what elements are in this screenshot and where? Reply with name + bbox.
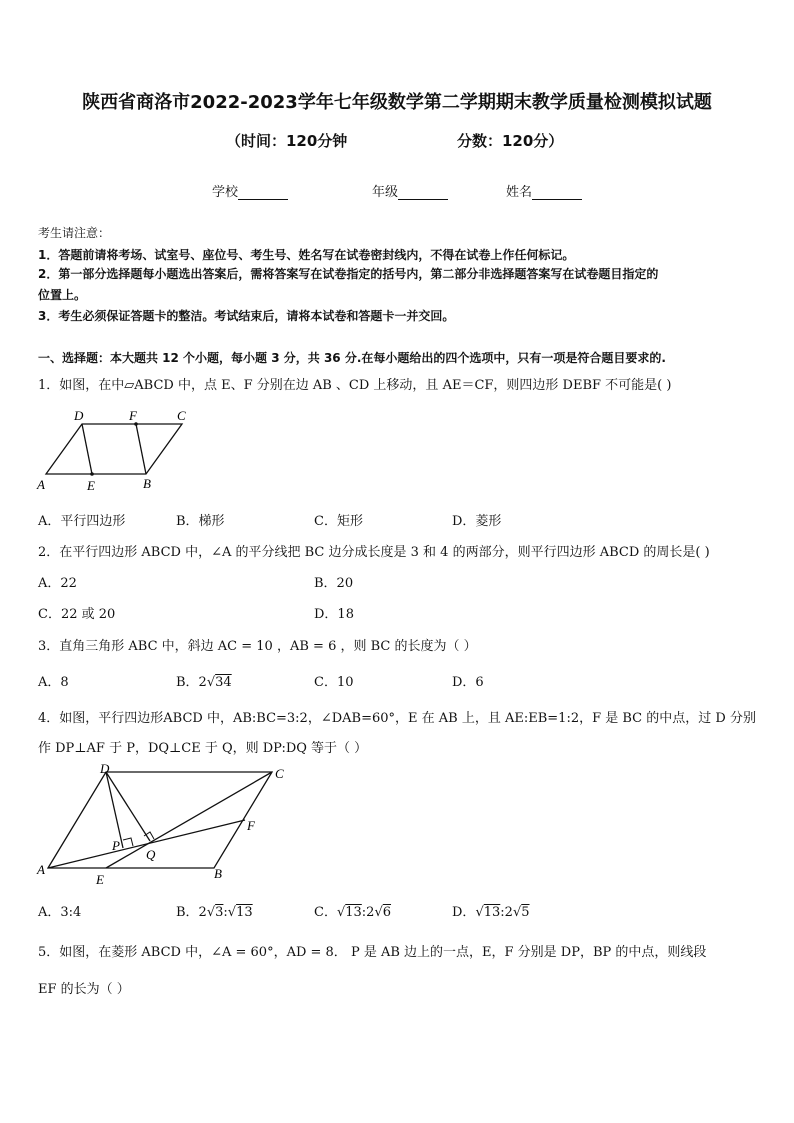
- segment-de: [82, 424, 92, 474]
- label-e: E: [87, 478, 95, 493]
- q3-option-b[interactable]: B．2√34: [176, 675, 232, 690]
- q4-option-d[interactable]: D．√13:2√5: [452, 905, 530, 920]
- q2-option-d[interactable]: D．18: [314, 607, 354, 622]
- label-d: D: [74, 408, 84, 423]
- q4-option-a[interactable]: A．3:4: [38, 905, 82, 920]
- question-3-stem: 3．直角三角形 ABC 中，斜边 AC = 10 ，AB = 6 ，则 BC 的长度为（ ）: [38, 639, 477, 654]
- segment-dq: [106, 772, 150, 841]
- label-a: A: [37, 477, 45, 492]
- section-heading: 一、选择题：本大题共 12 个小题，每小题 3 分，共 36 分.在每小题给出的四个选项中，只有一项是符合题目要求的.: [38, 351, 666, 365]
- notice-item-3: 3．考生必须保证答题卡的整洁。考试结束后，请将本试卷和答题卡一并交回。: [38, 309, 455, 323]
- q4-option-c-sep: :2: [361, 905, 375, 920]
- q2-option-c[interactable]: C．22 或 20: [38, 607, 116, 622]
- label-c: C: [177, 408, 186, 423]
- q4-option-b-rad2: 13: [236, 905, 253, 920]
- name-blank: [532, 187, 582, 200]
- notice-item-2: 2．第一部分选择题每小题选出答案后，需将答案写在试卷指定的括号内，第二部分非选择题答案写在试卷题目指定的: [38, 267, 659, 281]
- label-f: F: [129, 408, 137, 423]
- right-angle-p: [123, 838, 133, 846]
- label-a4: A: [37, 862, 45, 877]
- q3-option-a[interactable]: A．8: [38, 675, 69, 690]
- question-4-figure: [34, 760, 294, 888]
- notice-item-2-cont: 位置上。: [38, 288, 87, 302]
- question-5-stem-line2: EF 的长为（ ）: [38, 982, 130, 997]
- name-field: [506, 181, 582, 200]
- label-b: B: [143, 476, 151, 491]
- q4-option-b-sep: :: [223, 905, 228, 920]
- q1-option-b[interactable]: B．梯形: [176, 514, 225, 529]
- q1-option-a[interactable]: A．平行四边形: [38, 514, 126, 529]
- q4-option-d-label: D．: [452, 905, 476, 920]
- q4-option-c-rad2: 6: [382, 905, 392, 920]
- label-d4: D: [100, 761, 110, 776]
- q4-option-b[interactable]: B．2√3:√13: [176, 905, 253, 920]
- q4-option-d-rad1: 13: [483, 905, 501, 920]
- grade-label: 年级: [372, 185, 399, 200]
- q4-option-b-label: B．2: [176, 905, 207, 920]
- label-q4: Q: [146, 847, 156, 862]
- exam-score: 分数：120分）: [457, 132, 564, 150]
- label-e4: E: [96, 872, 104, 887]
- q3-option-c[interactable]: C．10: [314, 675, 354, 690]
- parallelogram-abcd: [46, 424, 182, 474]
- notice-heading: 考生请注意：: [38, 226, 111, 240]
- q3-option-b-label: B．2: [176, 675, 207, 690]
- q2-option-b[interactable]: B．20: [314, 576, 354, 591]
- q1-option-c[interactable]: C．矩形: [314, 514, 363, 529]
- school-field: [212, 181, 288, 200]
- label-c4: C: [275, 766, 284, 781]
- q4-option-d-sep: :2: [500, 905, 513, 920]
- notice-item-1: 1．答题前请将考场、试室号、座位号、考生号、姓名写在试卷密封线内，不得在试卷上作任何标记。: [38, 248, 575, 262]
- q3-option-b-radicand: 34: [215, 675, 232, 690]
- segment-dp: [106, 772, 123, 848]
- label-p4: P: [112, 838, 120, 853]
- q1-option-d[interactable]: D．菱形: [452, 514, 502, 529]
- grade-field: [372, 181, 448, 200]
- q4-option-c-label: C．: [314, 905, 337, 920]
- question-5-stem-line1: 5．如图，在菱形 ABCD 中，∠A = 60°，AD = 8． P 是 AB 边上的一点，E，F 分别是 DP，BP 的中点，则线段: [38, 945, 707, 960]
- q4-option-c-rad1: 13: [345, 905, 362, 920]
- label-b4: B: [214, 866, 222, 881]
- name-label: 姓名: [506, 185, 533, 200]
- q4-option-d-rad2: 5: [521, 905, 530, 920]
- grade-blank: [398, 187, 448, 200]
- question-4-stem-line2: 作 DP⊥AF 于 P，DQ⊥CE 于 Q，则 DP:DQ 等于（ ）: [38, 741, 368, 756]
- school-blank: [238, 187, 288, 200]
- question-1-stem: 1．如图，在中▱ABCD 中，点 E、F 分别在边 AB 、CD 上移动，且 AE＝CF，则四边形 DEBF 不可能是( ): [38, 378, 672, 393]
- q4-option-c[interactable]: C．√13:2√6: [314, 905, 392, 920]
- q3-option-d[interactable]: D．6: [452, 675, 484, 690]
- question-2-stem: 2．在平行四边形 ABCD 中，∠A 的平分线把 BC 边分成长度是 3 和 4 的两部分，则平行四边形 ABCD 的周长是( ): [38, 545, 710, 560]
- page-title: 陕西省商洛市2022-2023学年七年级数学第二学期期末教学质量检测模拟试题: [82, 92, 712, 113]
- school-label: 学校: [212, 185, 239, 200]
- exam-time: （时间：120分钟: [226, 132, 348, 150]
- segment-fb: [136, 424, 146, 474]
- parallelogram-abcd-4: [48, 772, 272, 868]
- question-1-figure: [34, 406, 194, 496]
- question-4-stem-line1: 4．如图，平行四边形ABCD 中，AB:BC=3:2，∠DAB=60°，E 在 AB 上，且 AE:EB=1:2，F 是 BC 的中点，过 D 分别: [38, 711, 756, 726]
- q2-option-a[interactable]: A．22: [38, 576, 77, 591]
- q4-option-b-rad1: 3: [215, 905, 224, 920]
- label-f4: F: [247, 818, 255, 833]
- point-e: [90, 472, 94, 476]
